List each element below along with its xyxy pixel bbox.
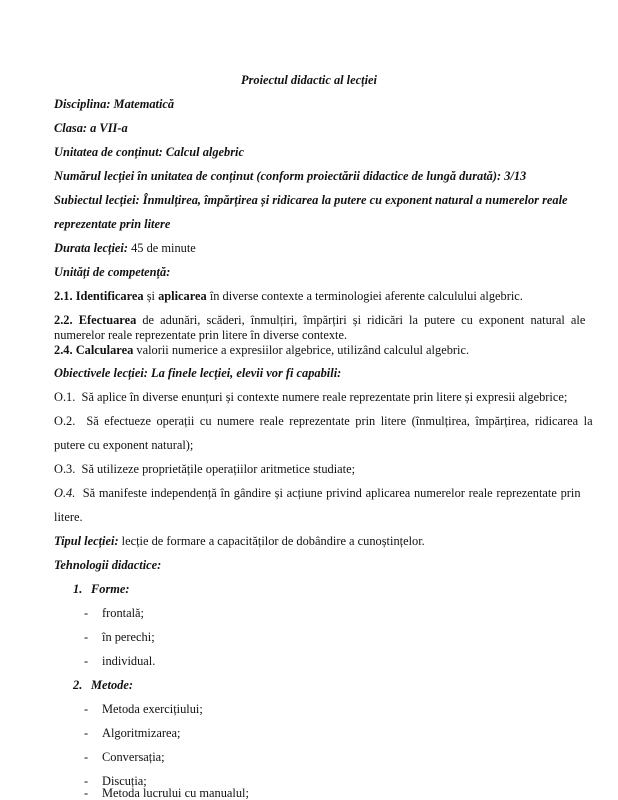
competenta-verb: Calcularea [72,343,134,357]
forme-item: frontală; [102,606,144,620]
metode-item: Metoda lucrului cu manualul; [102,786,249,800]
metode-item: Metoda exercițiului; [102,702,203,716]
subiect-text: Înmulțirea, împărțirea și ridicarea la putere cu exponent natural a numerelor reale [139,193,568,207]
subiect-label: Subiectul lecției: [54,193,140,207]
durata-lectiei [54,241,562,255]
obiectiv-text: Să manifeste independență în gândire și acțiune privind aplicarea numerelor reale reprezentate prin [82,486,581,500]
competenta-2-1 [54,289,562,303]
obiectiv-text: Să efectueze operații cu numere reale reprezentate prin litere (înmulțirea, împărțirea, ridicarea la [86,414,593,428]
metode-item: Discuția; [102,774,147,788]
forme-item: în perechi; [102,630,155,644]
obiective-label: Obiectivele lecției: La finele lecției, elevii vor fi capabili: [54,366,342,380]
competenta-code: 2.4. [54,343,73,357]
obiectiv-o2-line2: putere cu exponent natural); [54,438,194,452]
competenta-verb2: aplicarea [158,289,207,303]
dash-bullet: - [84,774,89,788]
metode-number: 2. [73,678,83,692]
obiectiv-o4-line1 [54,486,581,500]
tipul-label: Tipul lecției: [54,534,119,548]
obiectiv-o4-line2: litere. [54,510,83,524]
competenta-code: 2.2. [54,313,73,327]
obiectiv-o3 [54,462,562,476]
page-title: Proiectul didactic al lecției [241,73,377,87]
dash-bullet: - [84,654,89,668]
competenta-2-4 [54,343,562,357]
competenta-verb: Efectuarea [72,313,137,327]
competenta-text: de adunări, scăderi, înmulțiri, împărțiri și ridicări la putere cu exponent natural ale [136,313,586,327]
clasa: Clasa: a VII-a [54,121,128,135]
unitati-de-competenta-label: Unități de competență: [54,265,171,279]
competenta-code: 2.1. [54,289,73,303]
subiectul-lectiei-line1 [54,193,568,207]
dash-bullet: - [84,726,89,740]
obiectiv-code: O.2. [54,414,76,428]
dash-bullet: - [84,606,89,620]
durata-label: Durata lecției: [54,241,128,255]
dash-bullet: - [84,786,89,800]
tehnologii-didactice-label: Tehnologii didactice: [54,558,162,572]
obiectiv-code: O.3. [54,462,76,476]
obiectiv-o1 [54,390,568,404]
competenta-2-2-line1 [54,313,586,327]
competenta-2-2-line2: numerelor reale reprezentate prin litere în diverse contexte. [54,328,348,342]
obiectiv-code: O.4. [54,486,76,500]
dash-bullet: - [84,702,89,716]
forme-number: 1. [73,582,83,596]
dash-bullet: - [84,630,89,644]
disciplina: Disciplina: Matematică [54,97,175,111]
obiectiv-text: Să aplice în diverse enunțuri și contexte numere reale reprezentate prin litere și expresii algebrice; [81,390,568,404]
competenta-verb: Identificarea [72,289,144,303]
obiectiv-code: O.1. [54,390,76,404]
metode-item: Conversația; [102,750,165,764]
metode-label: Metode: [91,678,133,692]
forme-item: individual. [102,654,156,668]
numarul-lectiei: Numărul lecției în unitatea de conținut (conform proiectării didactice de lungă durată): 3/13 [54,169,527,183]
subiectul-lectiei-line2: reprezentate prin litere [54,217,171,231]
obiectiv-o2-line1 [54,414,593,428]
obiectiv-text: Să utilizeze proprietățile operațiilor aritmetice studiate; [81,462,356,476]
tipul-value: lecție de formare a capacităților de dobândire a cunoștințelor. [118,534,425,548]
forme-label: Forme: [91,582,130,596]
competenta-text: în diverse contexte a terminologiei aferente calculului algebric. [206,289,523,303]
unitatea-de-continut: Unitatea de conținut: Calcul algebric [54,145,244,159]
tipul-lectiei [54,534,562,548]
competenta-conj: și [143,289,159,303]
dash-bullet: - [84,750,89,764]
durata-value: 45 de minute [128,241,196,255]
competenta-text: valorii numerice a expresiilor algebrice, utilizând calculul algebric. [133,343,470,357]
metode-item: Algoritmizarea; [102,726,181,740]
